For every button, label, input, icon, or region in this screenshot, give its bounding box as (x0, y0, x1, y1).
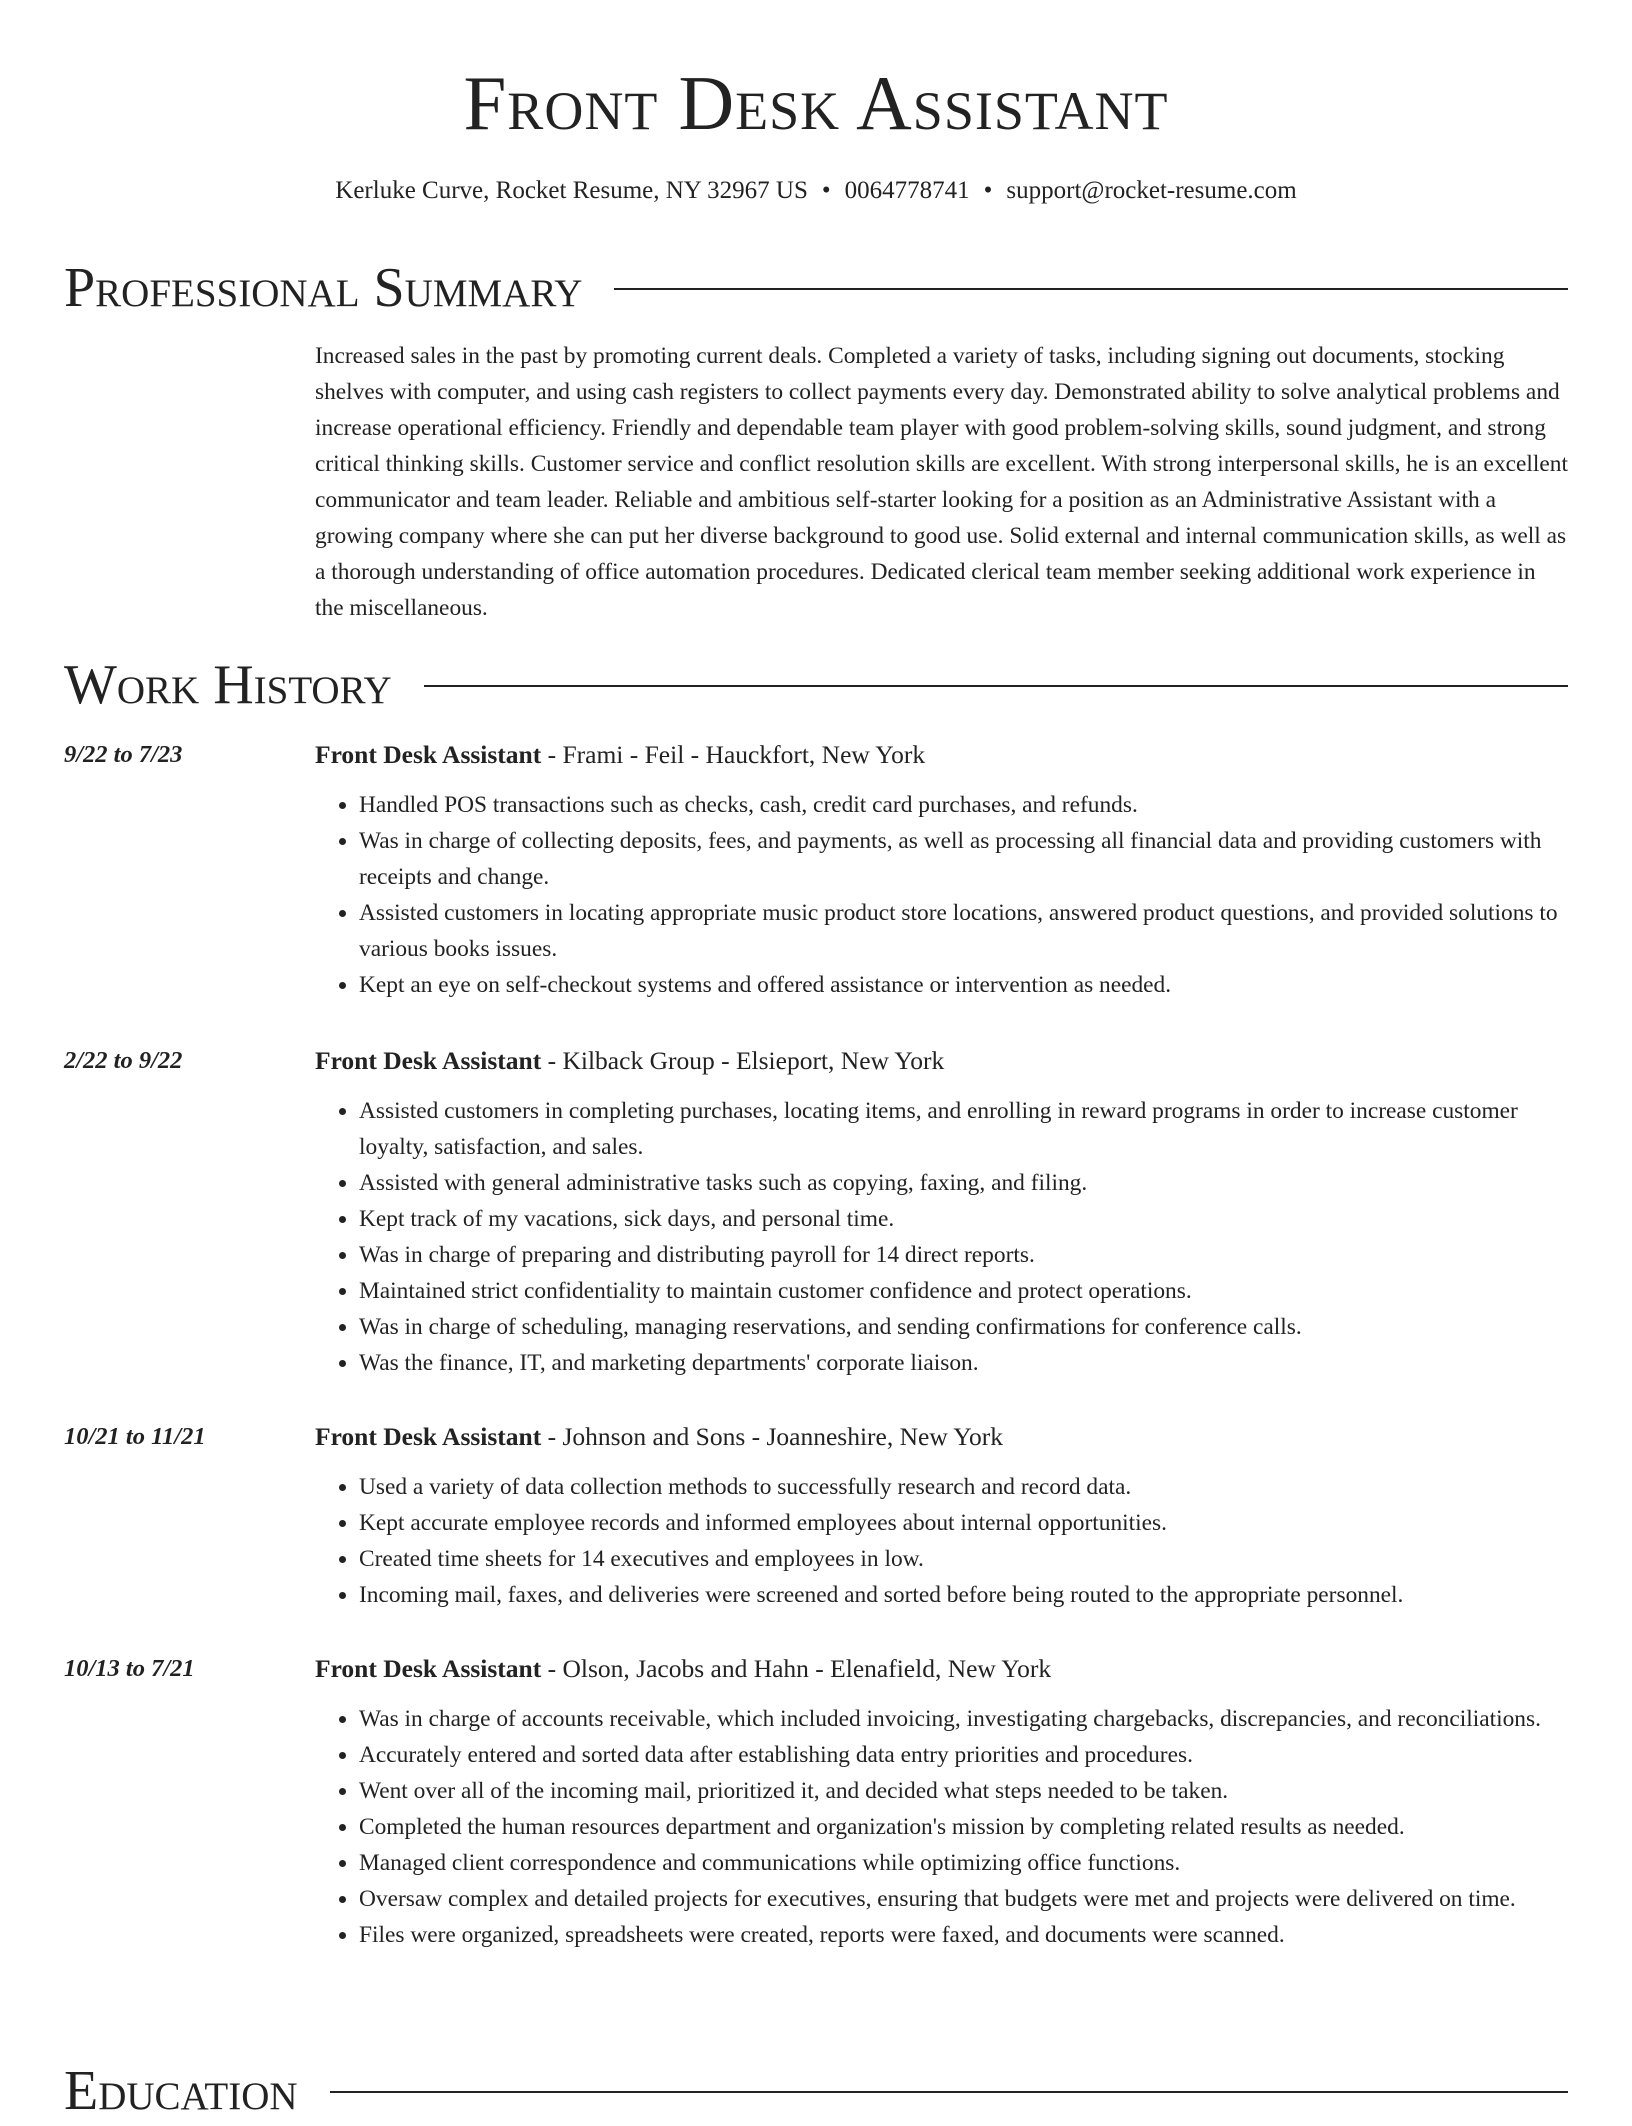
work-history-section-header (64, 650, 1568, 720)
job-dates: 10/21 to 11/21 (64, 1423, 206, 1450)
job-bullet-list (315, 1701, 1568, 1953)
job-bullet: • Managed client correspondence and communications while optimizing office functions. (359, 1845, 1568, 1881)
job-bullet: • Files were organized, spreadsheets were created, reports were faxed, and documents were scanned. (359, 1917, 1568, 1953)
job-title: Front Desk Assistant (315, 740, 542, 769)
job-dates: 9/22 to 7/23 (64, 741, 183, 768)
job-heading (315, 737, 925, 773)
contact-separator: • (983, 177, 993, 204)
section-divider (424, 685, 1568, 687)
job-bullet: • Accurately entered and sorted data after establishing data entry priorities and procedures. (359, 1737, 1568, 1773)
summary-section-header (64, 253, 1568, 323)
work-history-heading: Work History (64, 654, 392, 716)
job-heading (315, 1043, 944, 1079)
summary-text: Increased sales in the past by promoting current deals. Completed a variety of tasks, including signing out documents, stocking shelves with computer, and using cash registers to collect payments every day. Demonstrated ability to solve analytical problems and increase operational efficiency. Friendly and dependable team player with good problem-solving skills, sound judgment, and strong critical thinking skills. Customer service and conflict resolution skills are excellent. With strong interpersonal skills, he is an excellent communicator and team leader. Reliable and ambitious self-starter looking for a position as an Administrative Assistant with a growing company where she can put her diverse background to good use. Solid external and internal communication skills, as well as a thorough understanding of office automation procedures. Dedicated clerical team member seeking additional work experience in the miscellaneous. (315, 343, 1568, 621)
job-bullet: • Assisted customers in completing purchases, locating items, and enrolling in reward programs in order to increase customer loyalty, satisfaction, and sales. (359, 1093, 1568, 1165)
job-bullet: • Created time sheets for 14 executives and employees in low. (359, 1541, 1568, 1577)
job-bullet: • Handled POS transactions such as checks, cash, credit card purchases, and refunds. (359, 787, 1568, 823)
job-bullet: • Assisted customers in locating appropriate music product store locations, answered product questions, and provided solutions to various books issues. (359, 895, 1568, 967)
job-heading (315, 1419, 1003, 1455)
job-employer-location: - Kilback Group - Elsieport, New York (541, 1046, 945, 1075)
job-bullet: • Kept an eye on self-checkout systems and offered assistance or intervention as needed. (359, 967, 1568, 1003)
job-bullet: • Kept accurate employee records and informed employees about internal opportunities. (359, 1505, 1568, 1541)
summary-heading: Professional Summary (64, 257, 583, 319)
job-bullet: • Maintained strict confidentiality to maintain customer confidence and protect operations. (359, 1273, 1568, 1309)
job-bullet: • Went over all of the incoming mail, prioritized it, and decided what steps needed to be taken. (359, 1773, 1568, 1809)
job-title: Front Desk Assistant (315, 1654, 542, 1683)
job-bullet: • Was the finance, IT, and marketing departments' corporate liaison. (359, 1345, 1568, 1381)
job-bullet: • Was in charge of accounts receivable, which included invoicing, investigating chargebacks, discrepancies, and reconciliations. (359, 1701, 1568, 1737)
job-dates: 2/22 to 9/22 (64, 1047, 183, 1074)
job-bullet: • Was in charge of preparing and distributing payroll for 14 direct reports. (359, 1237, 1568, 1273)
section-divider (614, 288, 1568, 290)
job-bullet: • Oversaw complex and detailed projects for executives, ensuring that budgets were met and projects were delivered on time. (359, 1881, 1568, 1917)
job-bullet: • Assisted with general administrative tasks such as copying, faxing, and filing. (359, 1165, 1568, 1201)
job-bullet: • Kept track of my vacations, sick days, and personal time. (359, 1201, 1568, 1237)
education-heading: Education (64, 2060, 298, 2122)
candidate-name: Front Desk Assistant (463, 60, 1169, 146)
job-bullet-list (315, 787, 1568, 1003)
job-employer-location: - Frami - Feil - Hauckfort, New York (541, 740, 926, 769)
job-heading (315, 1651, 1051, 1687)
job-bullet: • Completed the human resources department and organization's mission by completing related results as needed. (359, 1809, 1568, 1845)
education-section-header (64, 2056, 1568, 2126)
contact-line (0, 176, 1632, 206)
job-bullet-list (315, 1469, 1568, 1613)
job-employer-location: - Johnson and Sons - Joanneshire, New York (541, 1422, 1004, 1451)
job-bullet: • Incoming mail, faxes, and deliveries were screened and sorted before being routed to the appropriate personnel. (359, 1577, 1568, 1613)
job-title: Front Desk Assistant (315, 1046, 542, 1075)
job-dates: 10/13 to 7/21 (64, 1655, 195, 1682)
contact-separator: • (821, 177, 831, 204)
job-title: Front Desk Assistant (315, 1422, 542, 1451)
section-divider (330, 2091, 1568, 2093)
job-employer-location: - Olson, Jacobs and Hahn - Elenafield, New York (541, 1654, 1052, 1683)
contact-address: Kerluke Curve, Rocket Resume, NY 32967 US (335, 177, 808, 204)
job-bullet: • Was in charge of collecting deposits, fees, and payments, as well as processing all financial data and providing customers with receipts and change. (359, 823, 1568, 895)
contact-email: support@rocket-resume.com (1006, 177, 1297, 204)
job-bullet: • Was in charge of scheduling, managing reservations, and sending confirmations for conference calls. (359, 1309, 1568, 1345)
job-bullet: • Used a variety of data collection methods to successfully research and record data. (359, 1469, 1568, 1505)
contact-phone: 0064778741 (844, 177, 970, 204)
job-bullet-list (315, 1093, 1568, 1381)
